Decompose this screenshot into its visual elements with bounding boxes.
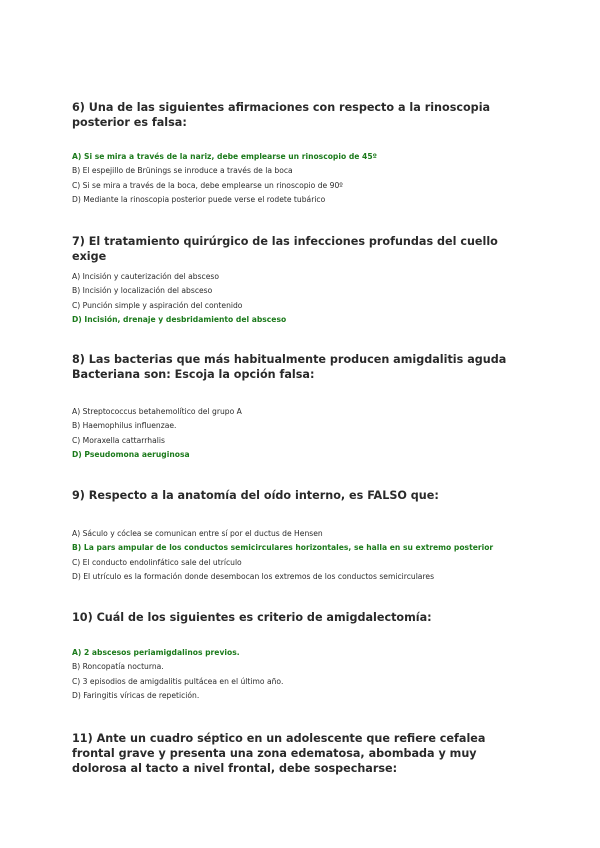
question-7-option-d: D) Incisión, drenaje y desbridamiento del absceso: [72, 315, 287, 325]
question-10-options: [72, 646, 542, 704]
question-6-option-c: C) Si se mira a través de la boca, debe emplearse un rinoscopio de 90º: [72, 180, 343, 190]
question-7-title: 7) El tratamiento quirúrgico de las infecciones profundas del cuello exige: [72, 235, 498, 263]
question-6-options: [72, 150, 542, 208]
question-9-options: [72, 527, 542, 585]
question-7-option-a: A) Incisión y cauterización del absceso: [72, 272, 219, 281]
question-6-option-b: B) El espejillo de Brünings se inroduce a través de la boca: [72, 166, 293, 176]
question-8-option-b: B) Haemophilus influenzae.: [72, 421, 177, 431]
question-8-title: 8) Las bacterias que más habitualmente producen amigdalitis aguda Bacteriana son: Escoja la opción falsa:: [72, 353, 507, 381]
question-9-option-a: A) Sáculo y cóclea se comunican entre sí por el ductus de Hensen: [72, 529, 323, 538]
question-9-title: 9) Respecto a la anatomía del oído interno, es FALSO que:: [72, 489, 439, 502]
question-10-option-b: B) Roncopatía nocturna.: [72, 662, 164, 672]
question-10-option-a: A) 2 abscesos periamigdalinos previos.: [72, 648, 240, 657]
question-6-option-a: A) Si se mira a través de la nariz, debe emplearse un rinoscopio de 45º: [72, 152, 377, 161]
question-9-option-c: C) El conducto endolinfático sale del utrículo: [72, 557, 242, 567]
question-10-option-c: C) 3 episodios de amigdalitis pultácea en el último año.: [72, 676, 284, 686]
question-10-title: 10) Cuál de los siguientes es criterio de amigdalectomía:: [72, 611, 432, 624]
question-11-title: 11) Ante un cuadro séptico en un adolescente que refiere cefalea frontal grave y presenta una zona edematosa, abombada y muy dolorosa al tacto a nivel frontal, debe sospecharse:: [72, 732, 486, 775]
question-6-option-d: D) Mediante la rinoscopia posterior puede verse el rodete tubárico: [72, 195, 326, 205]
question-9-option-b: B) La pars ampular de los conductos semicirculares horizontales, se halla en su extremo posterior: [72, 543, 494, 553]
question-8-option-c: C) Moraxella cattarrhalis: [72, 435, 165, 445]
question-8-options: [72, 405, 542, 463]
question-9-option-d: D) El utrículo es la formación donde desembocan los extremos de los conductos semicirculares: [72, 572, 435, 582]
question-6-title: 6) Una de las siguientes afirmaciones con respecto a la rinoscopia posterior es falsa:: [72, 101, 491, 129]
question-8-option-d: D) Pseudomona aeruginosa: [72, 450, 190, 460]
question-7-option-c: C) Punción simple y aspiración del contenido: [72, 300, 243, 310]
question-8-option-a: A) Streptococcus betahemolítico del grupo A: [72, 407, 242, 416]
question-7-option-b: B) Incisión y localización del absceso: [72, 286, 213, 296]
question-7-options: [72, 270, 542, 328]
question-10-option-d: D) Faringitis víricas de repetición.: [72, 691, 200, 701]
